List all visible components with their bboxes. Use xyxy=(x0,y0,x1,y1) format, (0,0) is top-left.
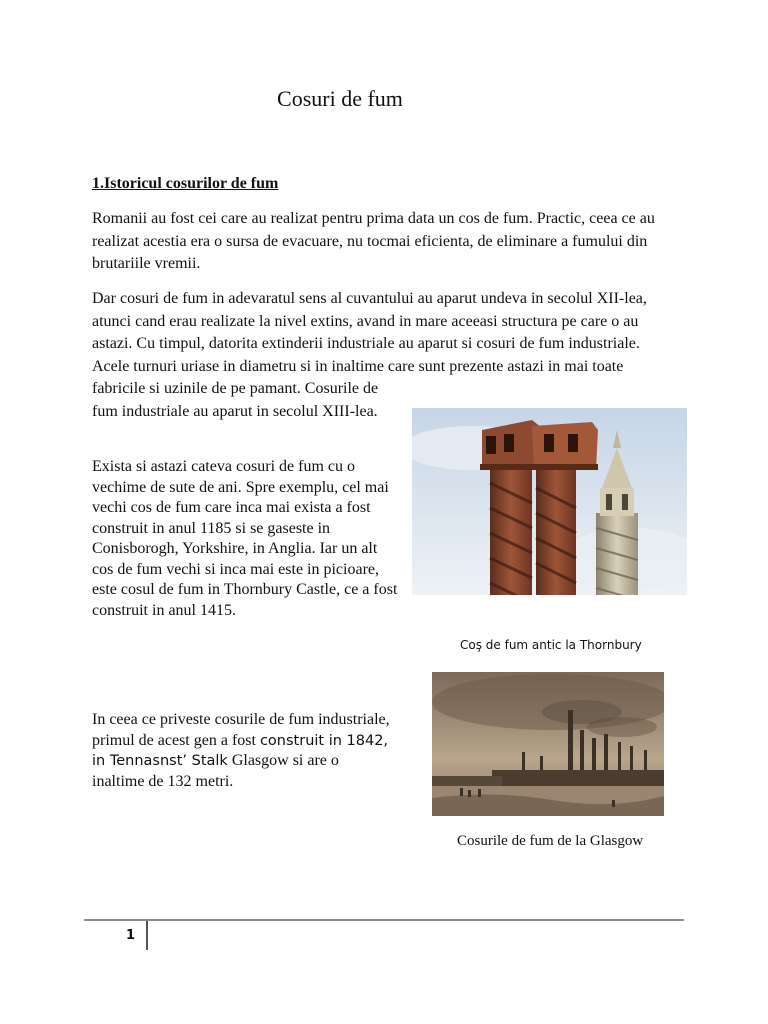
page-title: Cosuri de fum xyxy=(277,86,403,111)
paragraph-2-continued: fum industriale au aparut in secolul XIII-lea. xyxy=(92,403,378,420)
thornbury-caption: Coş de fum antic la Thornbury xyxy=(460,638,642,652)
paragraph-4-part-c: Glasgow si are o inaltime de 132 metri. xyxy=(92,752,339,790)
glasgow-caption: Cosurile de fum de la Glasgow xyxy=(457,833,644,849)
paragraph-4-part-b: construit in 1842, in Tennasnst’ Stalk xyxy=(92,732,389,769)
footer-divider xyxy=(84,919,684,921)
page-number-divider xyxy=(146,921,148,950)
paragraph-2: Dar cosuri de fum in adevaratul sens al cuvantului au aparut undeva in secolul XII-lea, atunci cand erau realizate la nivel extins, avand in mare aceeasi structura pe care o au astazi. Cu timpul, datorita extinderii industriale au aparut si cosuri de fum industriale. Acele turnuri uriase in diametru si in inaltime care sunt prezente astazi in mai toate fabricile si uzinile de pe pamant. Cosurile de xyxy=(92,290,647,397)
thornbury-chimney-photo xyxy=(412,408,687,595)
section-heading: 1.Istoricul cosurilor de fum xyxy=(92,175,279,192)
page-number: 1 xyxy=(126,928,136,943)
paragraph-3: Exista si astazi cateva cosuri de fum cu o vechime de sute de ani. Spre exemplu, cel mai vechi cos de fum care inca mai exista a fost construit in anul 1185 si se gaseste in Conisborogh, Yorkshire, in Anglia. Iar un alt cos de fum vechi si inca mai este in picioare, este cosul de fum in Thornbury Castle, ce a fost construit in anul 1415. xyxy=(92,458,398,619)
glasgow-chimneys-engraving xyxy=(432,672,664,816)
paragraph-4-part-a: In ceea ce priveste cosurile de fum industriale, primul de acest gen a fost xyxy=(92,711,390,749)
paragraph-4 xyxy=(92,710,392,792)
paragraph-1: Romanii au fost cei care au realizat pentru prima data un cos de fum. Practic, ceea ce au realizat acestia era o sursa de evacuare, nu tocmai eficienta, de eliminare a fumului din brutariile vremii. xyxy=(92,210,655,272)
